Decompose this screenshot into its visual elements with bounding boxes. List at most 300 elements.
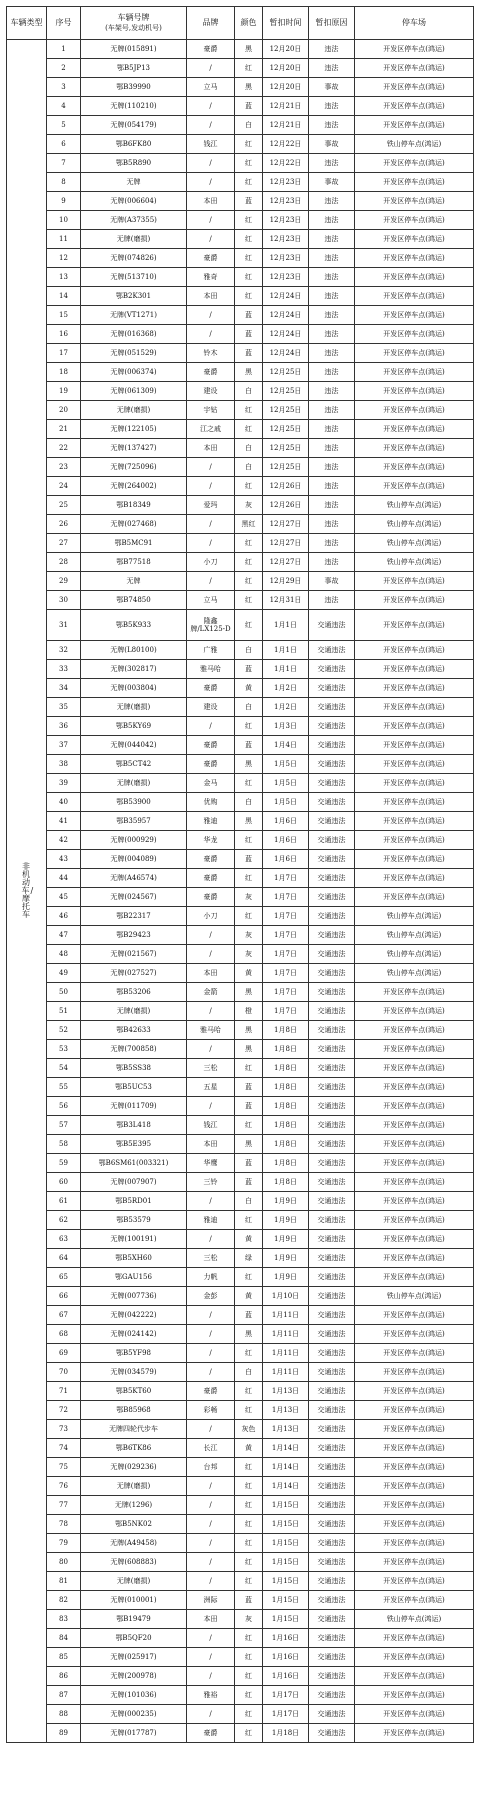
plate-cell: 无牌(磨损) xyxy=(81,1572,187,1591)
plate-cell: 无牌(磨损) xyxy=(81,401,187,420)
date-cell: 12月31日 xyxy=(263,591,309,610)
table-row xyxy=(7,1458,474,1477)
brand-cell: / xyxy=(187,477,235,496)
plate-cell: 无牌(磨损) xyxy=(81,1477,187,1496)
date-cell: 1月15日 xyxy=(263,1553,309,1572)
lot-cell: 开发区停车点(鸿运) xyxy=(355,1420,474,1439)
date-cell: 1月11日 xyxy=(263,1306,309,1325)
reason-cell: 违法 xyxy=(309,287,355,306)
reason-cell: 违法 xyxy=(309,325,355,344)
date-cell: 1月2日 xyxy=(263,679,309,698)
reason-cell: 交通违法 xyxy=(309,1515,355,1534)
lot-cell: 铁山停车点(鸿运) xyxy=(355,1610,474,1629)
date-cell: 1月13日 xyxy=(263,1382,309,1401)
plate-cell: 鄂B5K933 xyxy=(81,610,187,641)
date-cell: 1月15日 xyxy=(263,1515,309,1534)
brand-cell: / xyxy=(187,173,235,192)
seq-cell: 51 xyxy=(47,1002,81,1021)
date-cell: 12月25日 xyxy=(263,458,309,477)
reason-cell: 交通违法 xyxy=(309,1078,355,1097)
plate-cell: 无牌(137427) xyxy=(81,439,187,458)
color-cell: 黑 xyxy=(235,1135,263,1154)
brand-cell: 优购 xyxy=(187,793,235,812)
lot-cell: 开发区停车点(鸿运) xyxy=(355,1021,474,1040)
date-cell: 1月10日 xyxy=(263,1287,309,1306)
brand-cell: / xyxy=(187,230,235,249)
lot-cell: 开发区停车点(鸿运) xyxy=(355,306,474,325)
table-row xyxy=(7,736,474,755)
date-cell: 1月5日 xyxy=(263,755,309,774)
color-cell: 红 xyxy=(235,717,263,736)
plate-cell: 无牌(044042) xyxy=(81,736,187,755)
seq-cell: 10 xyxy=(47,211,81,230)
reason-cell: 交通违法 xyxy=(309,1249,355,1268)
color-cell: 蓝 xyxy=(235,344,263,363)
plate-cell: 无牌(024567) xyxy=(81,888,187,907)
brand-cell: / xyxy=(187,1363,235,1382)
reason-cell: 违法 xyxy=(309,192,355,211)
table-row xyxy=(7,1097,474,1116)
plate-cell: 鄂B5NK02 xyxy=(81,1515,187,1534)
seq-cell: 33 xyxy=(47,660,81,679)
date-cell: 12月27日 xyxy=(263,553,309,572)
seq-cell: 49 xyxy=(47,964,81,983)
reason-cell: 交通违法 xyxy=(309,1344,355,1363)
reason-cell: 交通违法 xyxy=(309,1192,355,1211)
reason-cell: 违法 xyxy=(309,40,355,59)
brand-cell: 雅马哈 xyxy=(187,660,235,679)
brand-cell: 豪爵 xyxy=(187,679,235,698)
color-cell: 白 xyxy=(235,382,263,401)
plate-cell: 无牌(000235) xyxy=(81,1705,187,1724)
reason-cell: 交通违法 xyxy=(309,1477,355,1496)
color-cell: 蓝 xyxy=(235,1154,263,1173)
header-row xyxy=(7,7,474,40)
col-header-color: 颜色 xyxy=(235,7,263,40)
seq-cell: 80 xyxy=(47,1553,81,1572)
table-row xyxy=(7,420,474,439)
seq-cell: 47 xyxy=(47,926,81,945)
seq-cell: 30 xyxy=(47,591,81,610)
seq-cell: 21 xyxy=(47,420,81,439)
plate-cell: 鄂B42633 xyxy=(81,1021,187,1040)
date-cell: 12月26日 xyxy=(263,477,309,496)
table-row xyxy=(7,1382,474,1401)
table-row xyxy=(7,1344,474,1363)
color-cell: 灰色 xyxy=(235,1420,263,1439)
brand-cell: / xyxy=(187,1667,235,1686)
lot-cell: 开发区停车点(鸿运) xyxy=(355,211,474,230)
plate-cell: 无牌(磨损) xyxy=(81,230,187,249)
color-cell: 黄 xyxy=(235,1230,263,1249)
plate-cell: 鄂B2K301 xyxy=(81,287,187,306)
plate-cell: 无牌 xyxy=(81,173,187,192)
plate-cell: 鄂B5KY69 xyxy=(81,717,187,736)
seq-cell: 44 xyxy=(47,869,81,888)
vehicle-table xyxy=(6,6,474,1743)
lot-cell: 开发区停车点(鸿运) xyxy=(355,1040,474,1059)
reason-cell: 交通违法 xyxy=(309,812,355,831)
seq-cell: 27 xyxy=(47,534,81,553)
plate-cell: 无牌(A46574) xyxy=(81,869,187,888)
seq-cell: 82 xyxy=(47,1591,81,1610)
lot-cell: 开发区停车点(鸿运) xyxy=(355,1439,474,1458)
reason-cell: 交通违法 xyxy=(309,1534,355,1553)
lot-cell: 开发区停车点(鸿运) xyxy=(355,1249,474,1268)
seq-cell: 32 xyxy=(47,641,81,660)
color-cell: 红 xyxy=(235,1534,263,1553)
brand-cell: / xyxy=(187,154,235,173)
reason-cell: 事故 xyxy=(309,572,355,591)
reason-cell: 违法 xyxy=(309,439,355,458)
reason-cell: 违法 xyxy=(309,496,355,515)
table-row xyxy=(7,1059,474,1078)
brand-cell: / xyxy=(187,1230,235,1249)
reason-cell: 事故 xyxy=(309,173,355,192)
table-row xyxy=(7,230,474,249)
lot-cell: 开发区停车点(鸿运) xyxy=(355,325,474,344)
lot-cell: 开发区停车点(鸿运) xyxy=(355,1667,474,1686)
color-cell: 黄 xyxy=(235,1439,263,1458)
plate-cell: 鄂B22317 xyxy=(81,907,187,926)
color-cell: 红 xyxy=(235,572,263,591)
col-header-reason: 暂扣原因 xyxy=(309,7,355,40)
seq-cell: 24 xyxy=(47,477,81,496)
plate-cell: 无牌(101036) xyxy=(81,1686,187,1705)
plate-cell: 鄂B5XH60 xyxy=(81,1249,187,1268)
table-row xyxy=(7,812,474,831)
lot-cell: 开发区停车点(鸿运) xyxy=(355,477,474,496)
col-header-plate-line2: (车架号,发动机号) xyxy=(105,24,162,32)
lot-cell: 开发区停车点(鸿运) xyxy=(355,116,474,135)
color-cell: 红 xyxy=(235,249,263,268)
table-row xyxy=(7,945,474,964)
plate-cell: 鄂B35957 xyxy=(81,812,187,831)
brand-cell: 豪爵 xyxy=(187,888,235,907)
reason-cell: 交通违法 xyxy=(309,1686,355,1705)
col-header-seq: 序号 xyxy=(47,7,81,40)
table-row xyxy=(7,1477,474,1496)
lot-cell: 开发区停车点(鸿运) xyxy=(355,983,474,1002)
brand-cell: 建设 xyxy=(187,698,235,717)
table-row xyxy=(7,135,474,154)
plate-cell: 无牌(700858) xyxy=(81,1040,187,1059)
date-cell: 1月1日 xyxy=(263,610,309,641)
plate-cell: 无牌(513710) xyxy=(81,268,187,287)
seq-cell: 69 xyxy=(47,1344,81,1363)
plate-cell: 无牌(074826) xyxy=(81,249,187,268)
seq-cell: 3 xyxy=(47,78,81,97)
brand-cell: 立马 xyxy=(187,591,235,610)
brand-cell: / xyxy=(187,717,235,736)
color-cell: 红 xyxy=(235,1496,263,1515)
table-row xyxy=(7,1439,474,1458)
brand-cell: 隆鑫牌/LX125-D xyxy=(187,610,235,641)
date-cell: 12月24日 xyxy=(263,306,309,325)
table-row xyxy=(7,287,474,306)
seq-cell: 54 xyxy=(47,1059,81,1078)
date-cell: 1月7日 xyxy=(263,983,309,1002)
col-header-brand: 品牌 xyxy=(187,7,235,40)
table-row xyxy=(7,1724,474,1743)
reason-cell: 交通违法 xyxy=(309,1002,355,1021)
seq-cell: 57 xyxy=(47,1116,81,1135)
seq-cell: 76 xyxy=(47,1477,81,1496)
lot-cell: 开发区停车点(鸿运) xyxy=(355,774,474,793)
table-row xyxy=(7,40,474,59)
lot-cell: 开发区停车点(鸿运) xyxy=(355,1724,474,1743)
date-cell: 12月25日 xyxy=(263,401,309,420)
brand-cell: / xyxy=(187,1553,235,1572)
color-cell: 蓝 xyxy=(235,1078,263,1097)
date-cell: 1月7日 xyxy=(263,1002,309,1021)
reason-cell: 违法 xyxy=(309,344,355,363)
color-cell: 红 xyxy=(235,59,263,78)
table-row xyxy=(7,344,474,363)
table-row xyxy=(7,382,474,401)
date-cell: 1月8日 xyxy=(263,1173,309,1192)
reason-cell: 违法 xyxy=(309,230,355,249)
date-cell: 1月8日 xyxy=(263,1040,309,1059)
seq-cell: 59 xyxy=(47,1154,81,1173)
lot-cell: 开发区停车点(鸿运) xyxy=(355,679,474,698)
lot-cell: 开发区停车点(鸿运) xyxy=(355,1306,474,1325)
date-cell: 1月8日 xyxy=(263,1078,309,1097)
brand-cell: 洲际 xyxy=(187,1591,235,1610)
color-cell: 红 xyxy=(235,1401,263,1420)
color-cell: 红 xyxy=(235,401,263,420)
color-cell: 白 xyxy=(235,793,263,812)
color-cell: 黑 xyxy=(235,363,263,382)
seq-cell: 37 xyxy=(47,736,81,755)
color-cell: 红 xyxy=(235,173,263,192)
reason-cell: 交通违法 xyxy=(309,1268,355,1287)
seq-cell: 56 xyxy=(47,1097,81,1116)
lot-cell: 开发区停车点(鸿运) xyxy=(355,173,474,192)
table-row xyxy=(7,1306,474,1325)
date-cell: 1月15日 xyxy=(263,1610,309,1629)
brand-cell: / xyxy=(187,1002,235,1021)
seq-cell: 1 xyxy=(47,40,81,59)
reason-cell: 交通违法 xyxy=(309,1306,355,1325)
date-cell: 1月6日 xyxy=(263,812,309,831)
lot-cell: 开发区停车点(鸿运) xyxy=(355,591,474,610)
color-cell: 白 xyxy=(235,698,263,717)
table-row xyxy=(7,1363,474,1382)
seq-cell: 70 xyxy=(47,1363,81,1382)
brand-cell: / xyxy=(187,458,235,477)
color-cell: 红 xyxy=(235,287,263,306)
plate-cell: 无牌(027468) xyxy=(81,515,187,534)
lot-cell: 开发区停车点(鸿运) xyxy=(355,1173,474,1192)
plate-cell: 无牌(034579) xyxy=(81,1363,187,1382)
seq-cell: 84 xyxy=(47,1629,81,1648)
plate-cell: 鄂B53579 xyxy=(81,1211,187,1230)
seq-cell: 78 xyxy=(47,1515,81,1534)
lot-cell: 开发区停车点(鸿运) xyxy=(355,97,474,116)
color-cell: 白 xyxy=(235,116,263,135)
lot-cell: 开发区停车点(鸿运) xyxy=(355,1135,474,1154)
plate-cell: 鄂B5YF98 xyxy=(81,1344,187,1363)
color-cell: 黑 xyxy=(235,78,263,97)
color-cell: 红 xyxy=(235,591,263,610)
plate-cell: 无牌(029236) xyxy=(81,1458,187,1477)
brand-cell: 金马 xyxy=(187,774,235,793)
reason-cell: 违法 xyxy=(309,553,355,572)
date-cell: 1月13日 xyxy=(263,1401,309,1420)
reason-cell: 交通违法 xyxy=(309,1553,355,1572)
lot-cell: 开发区停车点(鸿运) xyxy=(355,458,474,477)
brand-cell: / xyxy=(187,211,235,230)
reason-cell: 交通违法 xyxy=(309,1382,355,1401)
brand-cell: 江之戚 xyxy=(187,420,235,439)
date-cell: 1月2日 xyxy=(263,698,309,717)
seq-cell: 65 xyxy=(47,1268,81,1287)
color-cell: 红 xyxy=(235,135,263,154)
plate-cell: 无牌(264002) xyxy=(81,477,187,496)
plate-cell: 鄂B29423 xyxy=(81,926,187,945)
date-cell: 12月22日 xyxy=(263,135,309,154)
lot-cell: 开发区停车点(鸿运) xyxy=(355,1515,474,1534)
color-cell: 蓝 xyxy=(235,306,263,325)
color-cell: 红 xyxy=(235,477,263,496)
color-cell: 蓝 xyxy=(235,736,263,755)
plate-cell: 无牌(200978) xyxy=(81,1667,187,1686)
color-cell: 灰 xyxy=(235,888,263,907)
date-cell: 1月1日 xyxy=(263,641,309,660)
seq-cell: 72 xyxy=(47,1401,81,1420)
color-cell: 红 xyxy=(235,907,263,926)
date-cell: 12月26日 xyxy=(263,496,309,515)
plate-cell: 鄂B6TK86 xyxy=(81,1439,187,1458)
date-cell: 1月11日 xyxy=(263,1363,309,1382)
lot-cell: 开发区停车点(鸿运) xyxy=(355,1648,474,1667)
plate-cell: 无牌(003804) xyxy=(81,679,187,698)
plate-cell: 无牌(051529) xyxy=(81,344,187,363)
reason-cell: 违法 xyxy=(309,116,355,135)
seq-cell: 20 xyxy=(47,401,81,420)
reason-cell: 交通违法 xyxy=(309,698,355,717)
date-cell: 1月14日 xyxy=(263,1458,309,1477)
reason-cell: 交通违法 xyxy=(309,1420,355,1439)
date-cell: 1月8日 xyxy=(263,1059,309,1078)
date-cell: 1月8日 xyxy=(263,1135,309,1154)
plate-cell: 鄂B39990 xyxy=(81,78,187,97)
table-row xyxy=(7,173,474,192)
table-row xyxy=(7,641,474,660)
brand-cell: / xyxy=(187,515,235,534)
brand-cell: 雅迪 xyxy=(187,1211,235,1230)
seq-cell: 87 xyxy=(47,1686,81,1705)
date-cell: 1月5日 xyxy=(263,774,309,793)
table-row xyxy=(7,1325,474,1344)
table-row xyxy=(7,964,474,983)
table-row xyxy=(7,1287,474,1306)
reason-cell: 违法 xyxy=(309,420,355,439)
plate-cell: 鄂B18349 xyxy=(81,496,187,515)
brand-cell: 金箭 xyxy=(187,983,235,1002)
brand-cell: 力帆 xyxy=(187,1268,235,1287)
lot-cell: 开发区停车点(鸿运) xyxy=(355,850,474,869)
date-cell: 12月24日 xyxy=(263,287,309,306)
lot-cell: 开发区停车点(鸿运) xyxy=(355,717,474,736)
reason-cell: 交通违法 xyxy=(309,1439,355,1458)
plate-cell: 无牌(007907) xyxy=(81,1173,187,1192)
seq-cell: 52 xyxy=(47,1021,81,1040)
date-cell: 1月6日 xyxy=(263,831,309,850)
lot-cell: 开发区停车点(鸿运) xyxy=(355,1553,474,1572)
seq-cell: 74 xyxy=(47,1439,81,1458)
date-cell: 12月25日 xyxy=(263,439,309,458)
plate-cell: 无牌(VT1271) xyxy=(81,306,187,325)
date-cell: 1月9日 xyxy=(263,1249,309,1268)
plate-cell: 鄂B5UC53 xyxy=(81,1078,187,1097)
seq-cell: 2 xyxy=(47,59,81,78)
reason-cell: 交通违法 xyxy=(309,1648,355,1667)
color-cell: 红 xyxy=(235,1724,263,1743)
color-cell: 白 xyxy=(235,641,263,660)
lot-cell: 开发区停车点(鸿运) xyxy=(355,888,474,907)
plate-cell: 鄂B5KT60 xyxy=(81,1382,187,1401)
date-cell: 1月7日 xyxy=(263,945,309,964)
color-cell: 红 xyxy=(235,1705,263,1724)
seq-cell: 31 xyxy=(47,610,81,641)
plate-cell: 无牌(006374) xyxy=(81,363,187,382)
reason-cell: 交通违法 xyxy=(309,1363,355,1382)
brand-cell: / xyxy=(187,1629,235,1648)
date-cell: 1月13日 xyxy=(263,1420,309,1439)
brand-cell: 钱江 xyxy=(187,1116,235,1135)
seq-cell: 77 xyxy=(47,1496,81,1515)
table-row xyxy=(7,1591,474,1610)
lot-cell: 开发区停车点(鸿运) xyxy=(355,420,474,439)
brand-cell: / xyxy=(187,1344,235,1363)
color-cell: 红 xyxy=(235,774,263,793)
lot-cell: 开发区停车点(鸿运) xyxy=(355,1382,474,1401)
reason-cell: 交通违法 xyxy=(309,1097,355,1116)
brand-cell: 小刀 xyxy=(187,553,235,572)
table-row xyxy=(7,660,474,679)
plate-cell: 无牌(725096) xyxy=(81,458,187,477)
reason-cell: 交通违法 xyxy=(309,1116,355,1135)
brand-cell: 豪爵 xyxy=(187,869,235,888)
brand-cell: / xyxy=(187,1325,235,1344)
reason-cell: 违法 xyxy=(309,306,355,325)
color-cell: 红 xyxy=(235,831,263,850)
reason-cell: 交通违法 xyxy=(309,983,355,1002)
reason-cell: 交通违法 xyxy=(309,964,355,983)
brand-cell: / xyxy=(187,945,235,964)
date-cell: 1月1日 xyxy=(263,660,309,679)
plate-cell: 鄂B5RD01 xyxy=(81,1192,187,1211)
date-cell: 1月16日 xyxy=(263,1648,309,1667)
reason-cell: 交通违法 xyxy=(309,869,355,888)
date-cell: 12月21日 xyxy=(263,116,309,135)
seq-cell: 67 xyxy=(47,1306,81,1325)
brand-cell: 豪爵 xyxy=(187,40,235,59)
date-cell: 1月11日 xyxy=(263,1325,309,1344)
seq-cell: 35 xyxy=(47,698,81,717)
plate-cell: 无牌(磨损) xyxy=(81,774,187,793)
lot-cell: 开发区停车点(鸿运) xyxy=(355,793,474,812)
lot-cell: 开发区停车点(鸿运) xyxy=(355,1325,474,1344)
seq-cell: 13 xyxy=(47,268,81,287)
table-row xyxy=(7,249,474,268)
date-cell: 1月15日 xyxy=(263,1591,309,1610)
color-cell: 红 xyxy=(235,1686,263,1705)
reason-cell: 违法 xyxy=(309,591,355,610)
date-cell: 1月9日 xyxy=(263,1192,309,1211)
